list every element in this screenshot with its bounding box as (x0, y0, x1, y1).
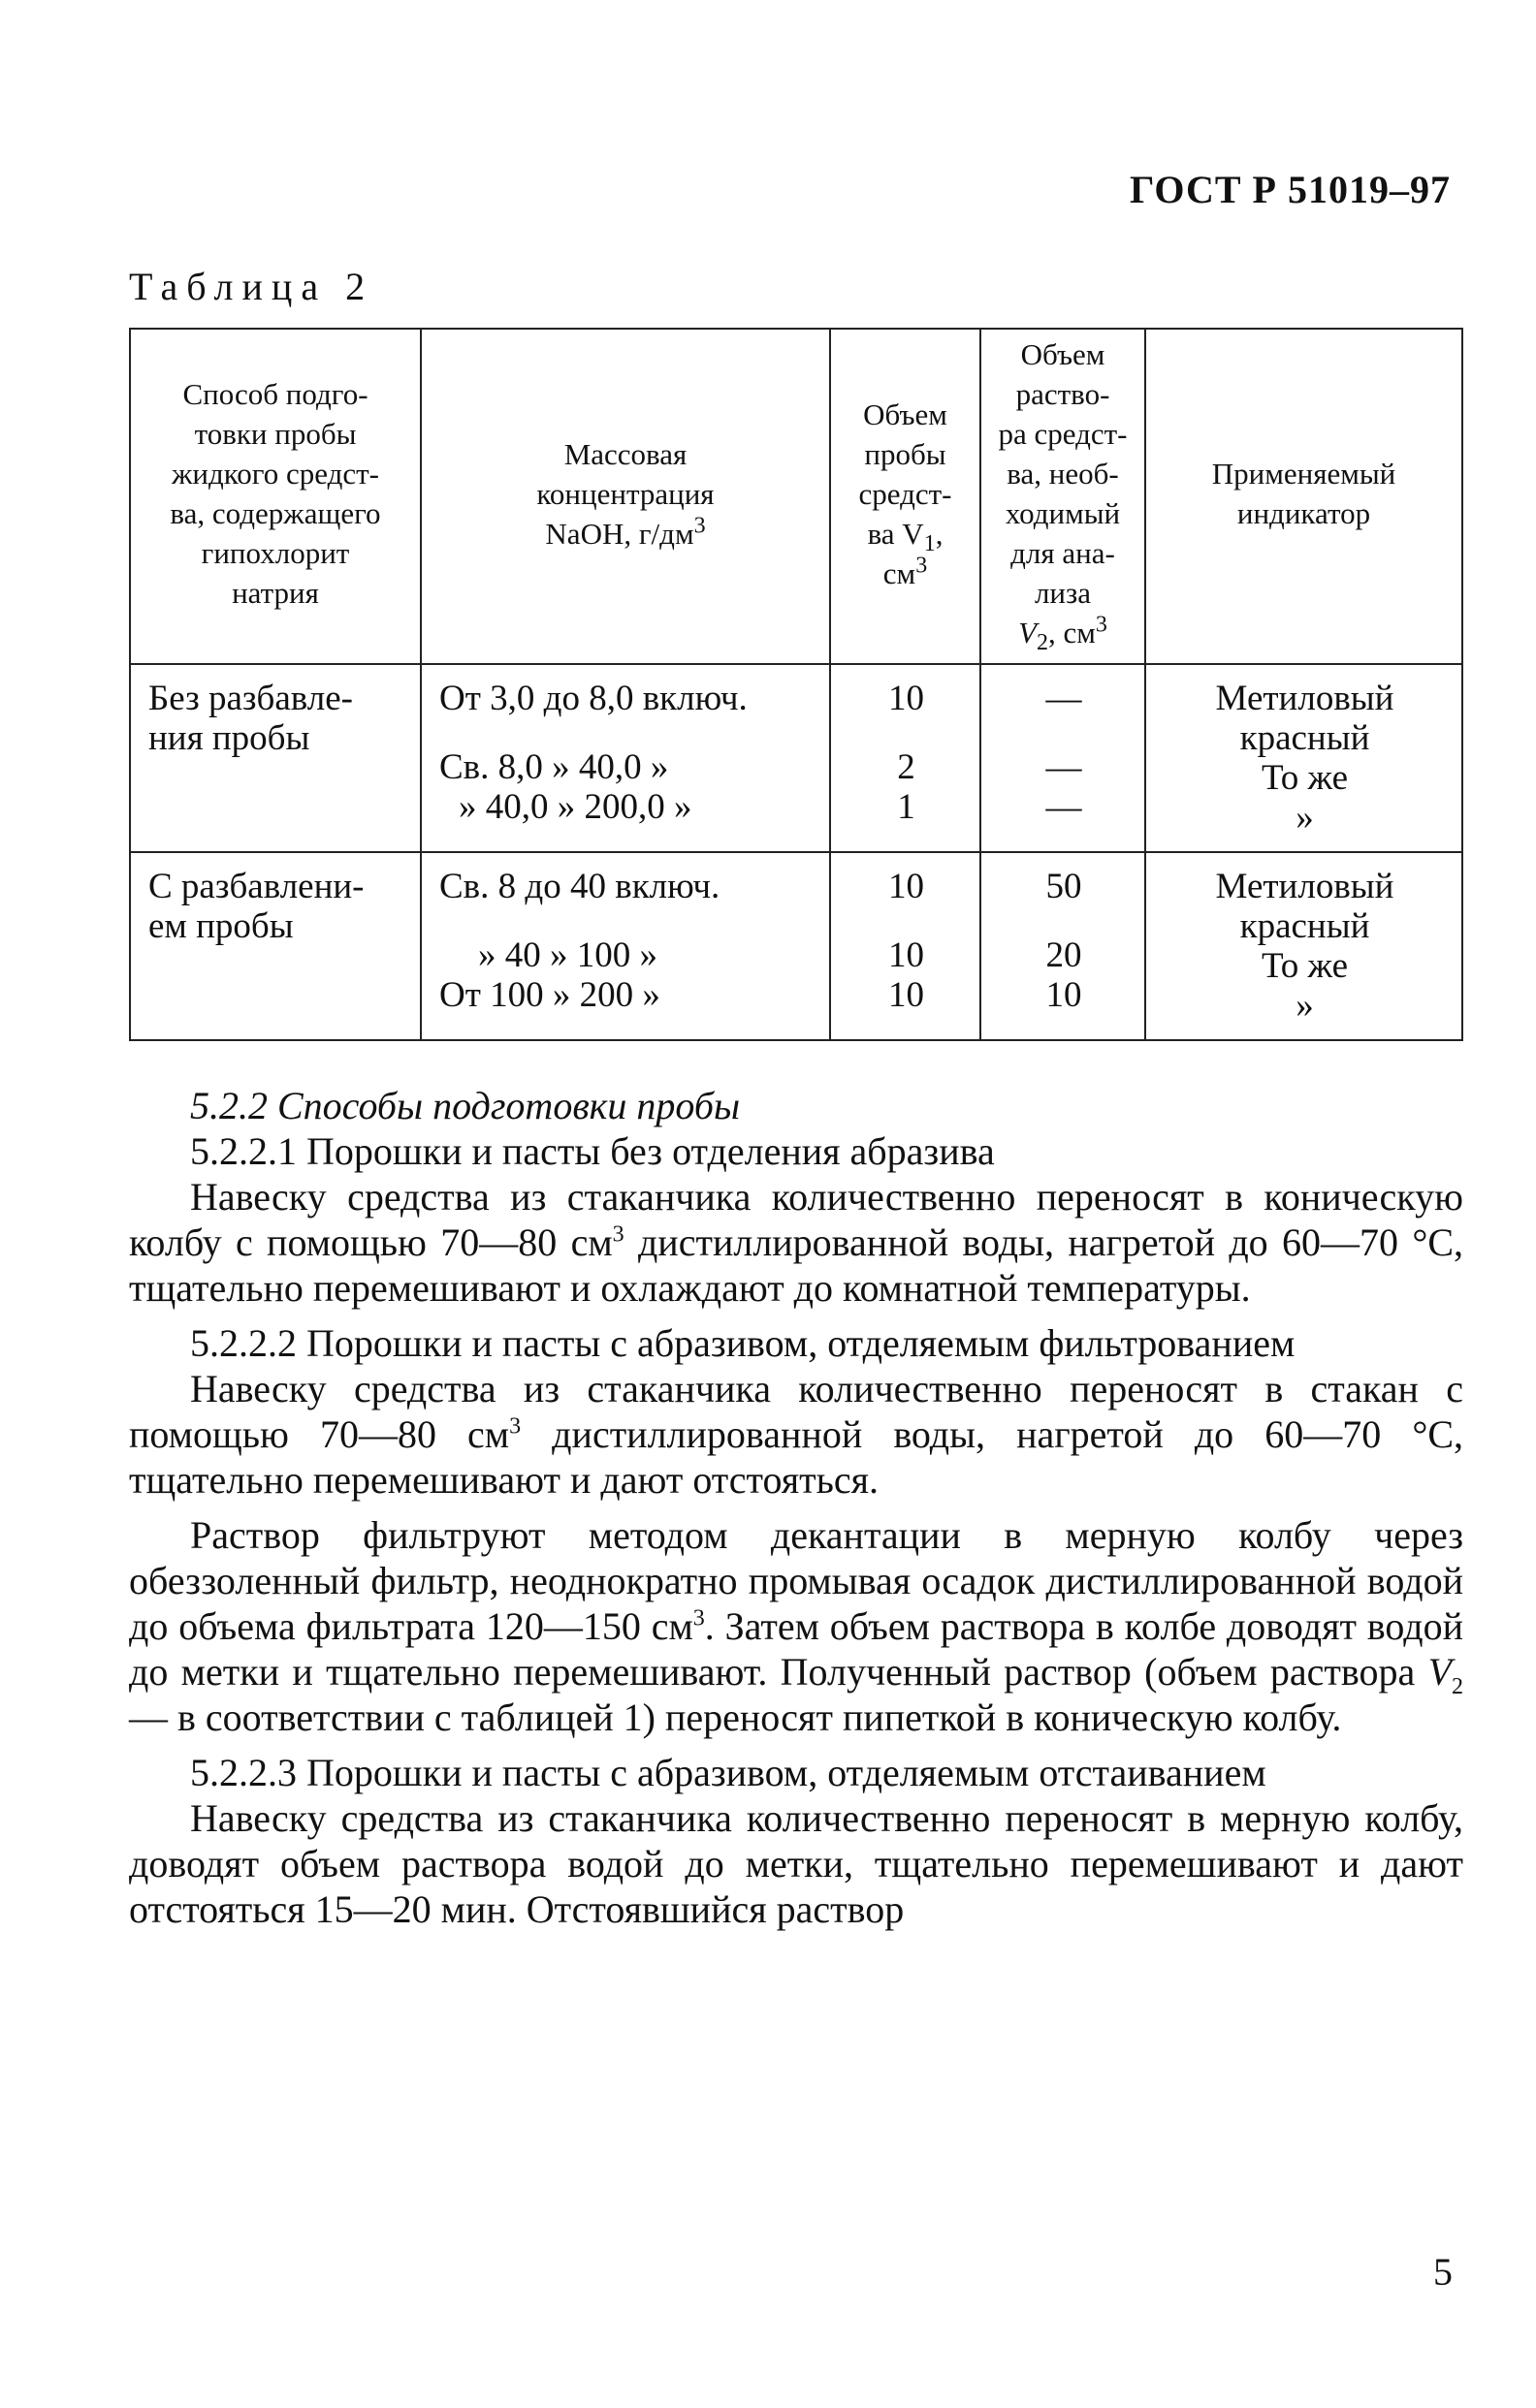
cell-text: ем пробы (148, 906, 294, 946)
header-text: Способ подго- (182, 377, 368, 411)
section-5-2-2-3-heading: 5.2.2.3 Порошки и пасты с абразивом, отделяемым отстаиванием (190, 1751, 1266, 1794)
header-text: раство- (1015, 377, 1110, 411)
cell-indicator (1145, 664, 1462, 852)
cell-text: 1 (897, 787, 915, 827)
section-5-2-2-1-heading: 5.2.2.1 Порошки и пасты без отделения абразива (190, 1129, 995, 1173)
header-text: NaOH, $г/дм^3$ (545, 513, 706, 551)
header-text: Массовая (563, 436, 688, 471)
header-text: Применяемый (1211, 457, 1396, 491)
header-text: индикатор (1236, 496, 1371, 530)
cell-text: Метиловый (1215, 867, 1394, 906)
header-text: Объем (1020, 337, 1105, 371)
cell-text: 10 (888, 867, 924, 906)
cell-text: 2 (897, 747, 915, 787)
paragraph: Навеску средства из стаканчика количественно переносят в коническую колбу с помощью 70—80 $см^3$ дистиллированной воды, нагретой до 60—70 °С, тщательно перемешивают и охлаждают до комнатной температуры. (129, 1175, 1463, 1310)
cell-text: То же (1261, 946, 1349, 986)
paragraph: Навеску средства из стаканчика количественно переносят в стакан с помощью 70—80 $см^3$ дистиллированной воды, нагретой до 60—70 °С, тщательно перемешивают и дают отстояться. (129, 1367, 1464, 1502)
cell-text: Без разбавле- (148, 679, 353, 718)
paragraph: Раствор фильтруют методом декантации в мерную колбу через обеззоленный фильтр, неоднократно промывая осадок дистиллированной водой до объема фильтрата 120—150 $см^3$. Затем объем раствора в колбе доводят водой до метки и тщательно перемешивают. Полученный раствор (объем раствора $V_2$ — в соответствии с таблицей 1) переносят пипеткой в коническую колбу. (129, 1513, 1464, 1739)
cell-text: красный (1239, 718, 1370, 758)
cell-text: — (1045, 679, 1082, 718)
cell-concentration (421, 664, 830, 852)
header-text: пробы (864, 436, 946, 471)
cell-concentration (421, 852, 830, 1040)
header-text: товки пробы (194, 417, 357, 451)
data-table (129, 328, 1463, 1041)
table-row (130, 852, 1462, 1040)
table-row (130, 664, 1462, 852)
cell-text: То же (1261, 758, 1349, 798)
cell-indicator (1145, 852, 1462, 1040)
header-preparation-method (130, 329, 421, 664)
header-text: для ана- (1010, 536, 1115, 570)
cell-text: ния пробы (148, 718, 310, 758)
cell-text: 10 (1045, 975, 1082, 1015)
cell-v2 (980, 664, 1145, 852)
section-5-2-2-2-heading: 5.2.2.2 Порошки и пасты с абразивом, отделяемым фильтрованием (190, 1321, 1296, 1365)
header-text: ва $V_1$, (867, 516, 944, 556)
cell-text: красный (1239, 906, 1370, 946)
cell-method (130, 852, 421, 1040)
header-mass-concentration (421, 329, 830, 664)
cell-v1 (830, 852, 980, 1040)
header-text: ходимый (1005, 496, 1121, 530)
cell-text: » (1296, 798, 1314, 838)
header-text: средст- (858, 476, 952, 511)
cell-text: От 100 » 200 » (439, 975, 660, 1015)
header-solution-volume (980, 329, 1145, 664)
cell-text: От 3,0 до 8,0 включ. (439, 679, 748, 718)
paragraph: Навеску средства из стаканчика количественно переносят в мерную колбу, доводят объем раствора водой до метки, тщательно перемешивают и дают отстояться 15—20 мин. Отстоявшийся раствор (129, 1796, 1463, 1931)
header-text: концентрация (536, 476, 715, 511)
header-text: Объем (863, 396, 947, 431)
cell-text: » (1296, 986, 1314, 1026)
cell-text: С разбавлени- (148, 867, 365, 906)
table-caption: Таблица 2 (129, 265, 374, 308)
cell-text: 10 (888, 975, 924, 1015)
cell-text: Св. 8 до 40 включ. (439, 867, 720, 906)
header-text: ва, необ- (1007, 457, 1119, 491)
standard-code: ГОСТ Р 51019–97 (1129, 168, 1451, 211)
page-number: 5 (1433, 2250, 1453, 2294)
header-sample-volume (830, 329, 980, 664)
cell-v1 (830, 664, 980, 852)
cell-text: — (1045, 787, 1082, 827)
header-text: натрия (232, 576, 319, 610)
table-header-row (130, 329, 1462, 664)
header-text: лиза (1034, 576, 1092, 610)
header-text: жидкого средст- (172, 457, 379, 491)
header-text: ва, содержащего (170, 496, 381, 530)
cell-text: » 40,0 » 200,0 » (459, 787, 692, 827)
cell-text: 10 (888, 935, 924, 975)
header-text: ра средст- (998, 417, 1128, 451)
body-text (129, 1083, 1463, 1932)
section-5-2-2-heading: 5.2.2 Способы подготовки пробы (190, 1084, 741, 1127)
cell-text: 10 (888, 679, 924, 718)
cell-method (130, 664, 421, 852)
header-indicator (1145, 329, 1462, 664)
header-text: гипохлорит (201, 536, 350, 570)
cell-text: 50 (1045, 867, 1082, 906)
cell-text: 20 (1045, 935, 1082, 975)
cell-text: Метиловый (1215, 679, 1394, 718)
cell-text: — (1045, 747, 1082, 787)
header-text: $V_2$, $см^3$ (1018, 612, 1107, 656)
cell-v2 (980, 852, 1145, 1040)
cell-text: Св. 8,0 » 40,0 » (439, 747, 669, 787)
header-text: $см^3$ (882, 553, 928, 590)
cell-text: » 40 » 100 » (478, 935, 657, 975)
